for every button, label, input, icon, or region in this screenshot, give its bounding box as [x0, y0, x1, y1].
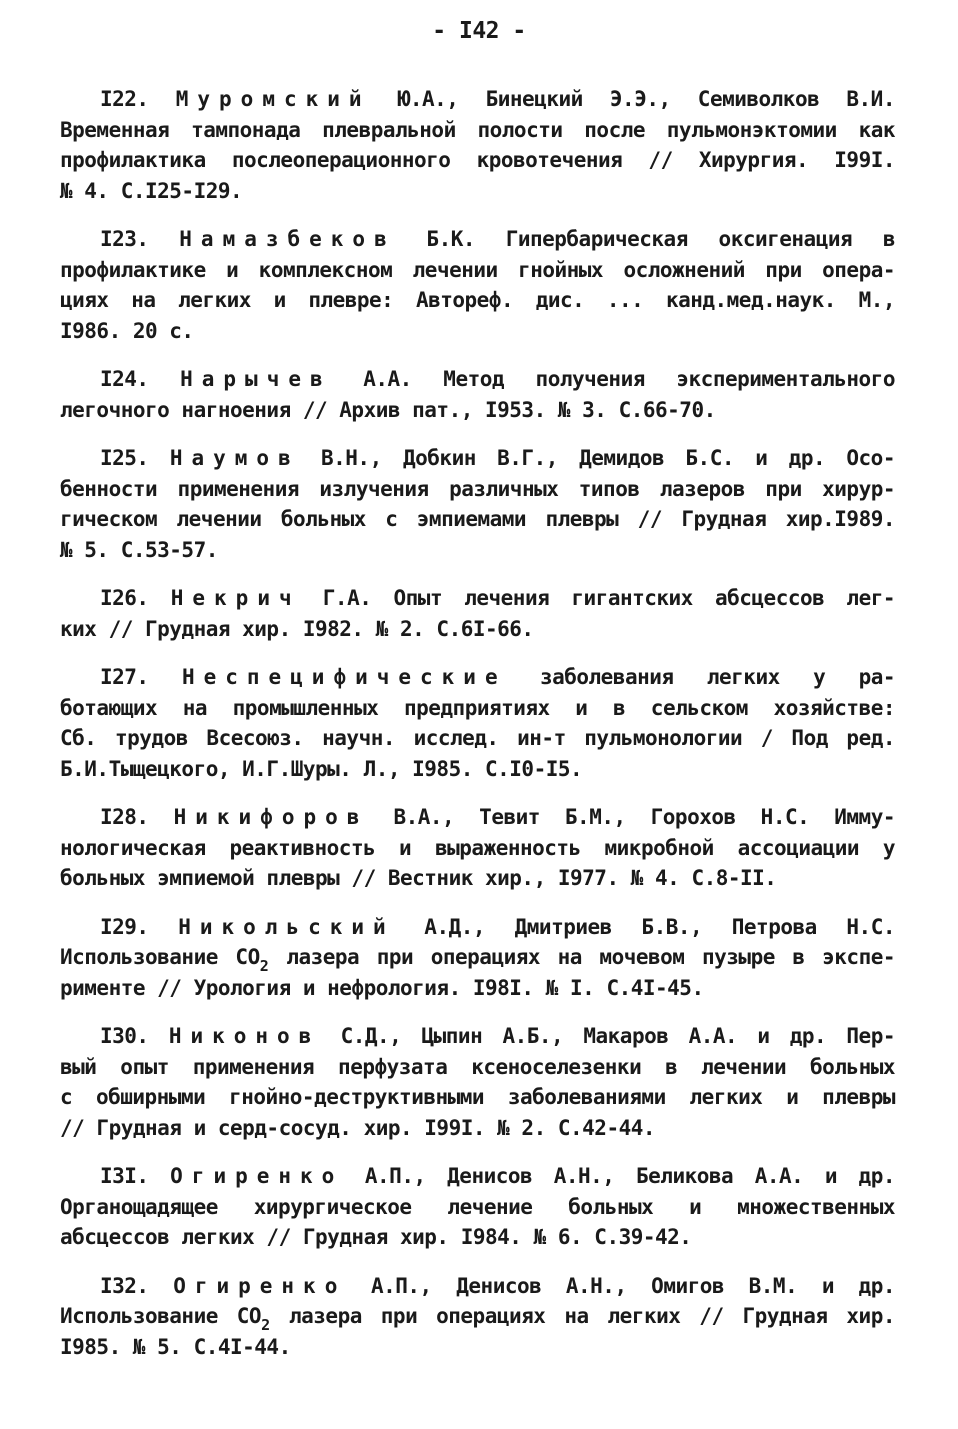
entry-first-line [60, 364, 895, 395]
entry-author: Неспецифические [181, 665, 507, 689]
entry-line: циях на легких и плевре: Автореф. дис. ... канд.мед.наук. М., [60, 288, 895, 312]
entry-text: заболевания легких у ра- [539, 665, 895, 689]
entry-first-line [60, 912, 895, 943]
entry-text: Ю.А., Бинецкий Э.Э., Семиволков В.И. [397, 87, 895, 111]
entry-text: В.Н., Добкин В.Г., Демидов Б.С. и др. Осо- [321, 446, 895, 470]
entry-line: Использование $CO_2$ лазера при операциях на легких // Грудная хир. [60, 1304, 895, 1334]
entry-text: А.Д., Дмитриев Б.В., Петрова Н.С. [424, 914, 895, 939]
entry-number: I24. [100, 367, 149, 391]
entry-line: больных эмпиемой плевры // Вестник хир., I977. № 4. С.8-II. [60, 866, 777, 890]
entry-author: Некрич [170, 586, 301, 610]
entry-author: Никифоров [173, 805, 369, 829]
entry-text: Б.К. Гипербарическая оксигенация в [426, 227, 895, 251]
bibliography-entry [60, 224, 895, 346]
entry-line: с обширными гнойно-деструктивными заболеваниями легких и плевры [60, 1085, 895, 1109]
bibliography-list [60, 84, 895, 1380]
entry-number: I25. [100, 446, 149, 470]
entry-text: В.А., Тевит Б.М., Горохов Н.С. Иммy- [393, 805, 895, 829]
entry-text: А.А. Метод получения экспериментального [363, 367, 895, 391]
bibliography-entry [60, 802, 895, 894]
entry-first-line [60, 84, 895, 115]
bibliography-entry [60, 1021, 895, 1143]
entry-line: легочного нагноения // Архив пат., I953. № 3. С.66-70. [60, 397, 716, 422]
page-number: - I42 - [432, 18, 526, 44]
bibliography-entry [60, 364, 895, 425]
entry-first-line [60, 1161, 895, 1192]
entry-text: Г.А. Опыт лечения гигантских абсцессов лег- [322, 586, 896, 610]
entry-first-line [60, 224, 895, 255]
bibliography-entry [60, 1271, 895, 1363]
entry-number: I30. [100, 1024, 149, 1048]
entry-number: I29. [100, 914, 149, 939]
entry-line: Б.И.Тыщецкого, И.Г.Шуры. Л., I985. С.I0-I5. [60, 756, 583, 781]
entry-line: абсцессов легких // Грудная хир. I984. № 6. С.39-42. [60, 1225, 692, 1249]
entry-first-line [60, 802, 895, 833]
entry-line: бенности применения излучения различных типов лазеров при хирур- [60, 476, 895, 501]
entry-line: Временная тампонада плевральной полости после пульмонэктомии как [60, 117, 895, 142]
entry-line: Сб. трудов Всесоюз. научн. исслед. ин-т пульмонологии / Под ред. [60, 726, 895, 750]
bibliography-entry [60, 662, 895, 784]
entry-text: А.П., Денисов А.Н., Беликова А.А. и др. [364, 1164, 895, 1188]
entry-line: вый опыт применения перфузата ксеноселезенки в лечении больных [60, 1054, 895, 1079]
entry-number: I32. [100, 1273, 149, 1298]
entry-line: гическом лечении больных с эмпиемами плевры // Грудная хир.I989. [60, 507, 895, 531]
entry-line: I985. № 5. С.4I-44. [60, 1334, 291, 1359]
bibliography-entry [60, 1161, 895, 1253]
entry-number: I22. [100, 87, 149, 111]
bibliography-entry [60, 583, 895, 644]
entry-line: I986. 20 с. [60, 318, 194, 343]
entry-line: Органощадящее хирургическое лечение больных и множественных [60, 1194, 895, 1219]
entry-line: ких // Грудная хир. I982. № 2. С.6I-66. [60, 616, 534, 641]
entry-first-line [60, 443, 895, 474]
entry-text: А.П., Денисов А.Н., Омигов В.М. и др. [370, 1273, 895, 1298]
entry-line: № 4. С.I25-I29. [60, 178, 243, 203]
entry-author: Огиренко [173, 1273, 347, 1298]
bibliography-entry [60, 84, 895, 206]
entry-author: Муромский [175, 87, 371, 111]
entry-number: I28. [100, 805, 149, 829]
bibliography-entry [60, 912, 895, 1004]
entry-first-line [60, 1021, 895, 1052]
entry-author: Намазбеков [179, 227, 396, 251]
entry-line: рименте // Урология и нефрология. I98I. № I. С.4I-45. [60, 975, 704, 1000]
bibliography-entry [60, 443, 895, 565]
entry-number: I26. [100, 586, 149, 610]
entry-author: Наумов [169, 446, 300, 470]
entry-author: Никонов [168, 1024, 321, 1048]
entry-line: // Грудная и серд-сосуд. хир. I99I. № 2. С.42-44. [60, 1115, 656, 1140]
entry-first-line [60, 662, 895, 693]
entry-author: Никольский [178, 914, 395, 939]
entry-author: Нарычев [180, 367, 332, 391]
entry-number: I23. [100, 227, 149, 251]
entry-line: профилактика послеоперационного кровотечения // Хирургия. I99I. [60, 148, 895, 172]
entry-line: Использование $CO_2$ лазера при операциях на мочевом пузыре в экспе- [60, 945, 895, 975]
entry-first-line [60, 583, 895, 614]
entry-first-line [60, 1271, 895, 1302]
entry-number: I27. [100, 665, 149, 689]
entry-line: профилактике и комплексном лечении гнойных осложнений при опера- [60, 257, 895, 282]
entry-number: I3I. [100, 1164, 149, 1188]
entry-line: ботающих на промышленных предприятиях и в сельском хозяйстве: [60, 695, 895, 720]
entry-line: № 5. С.53-57. [60, 537, 218, 562]
entry-line: нологическая реактивность и выраженность микробной ассоциации у [60, 835, 895, 860]
entry-author: Огиренко [170, 1164, 344, 1188]
entry-text: С.Д., Цыпин А.Б., Макаров А.А. и др. Пер- [340, 1024, 895, 1048]
